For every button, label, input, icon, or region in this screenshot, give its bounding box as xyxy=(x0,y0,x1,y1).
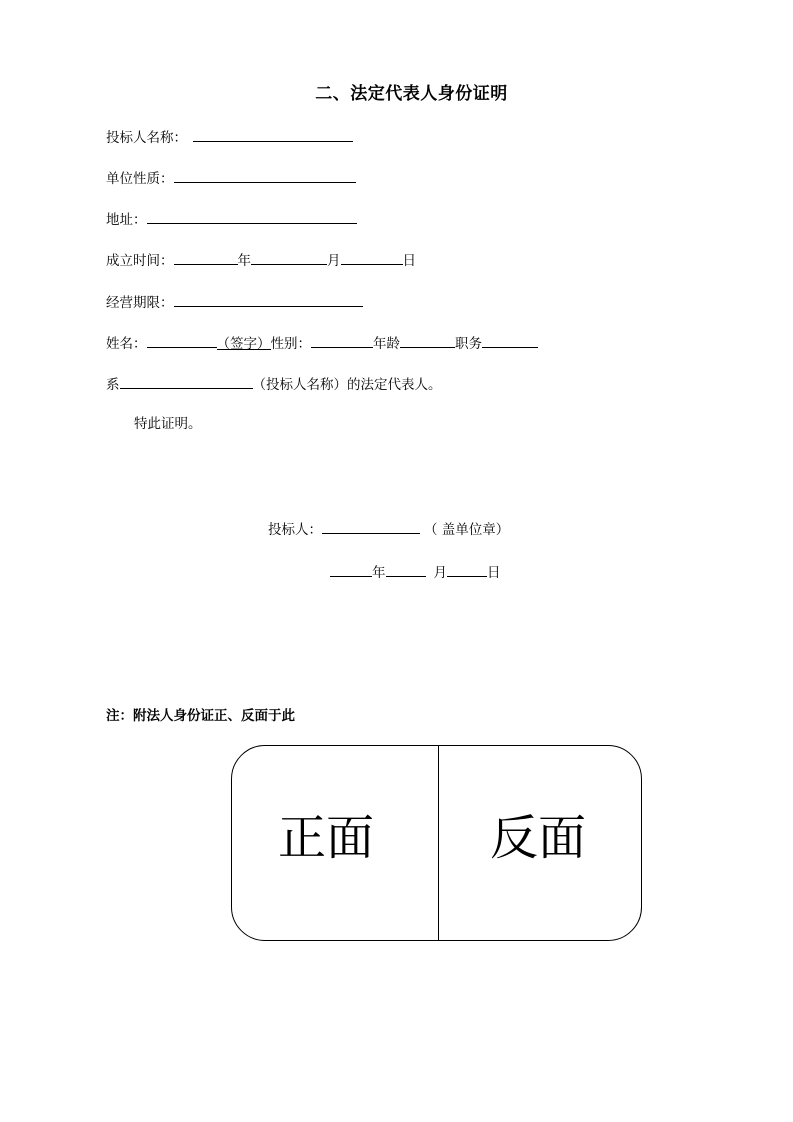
signature-year-blank[interactable] xyxy=(330,561,372,577)
legal-rep-bidder-blank[interactable] xyxy=(120,373,253,389)
sign-label: （签字） xyxy=(216,336,271,352)
established-label: 成立时间： xyxy=(106,253,174,269)
age-label: 年龄 xyxy=(373,336,400,352)
age-blank[interactable] xyxy=(400,332,455,348)
unit-nature-label: 单位性质： xyxy=(106,171,174,187)
address-row xyxy=(106,208,357,230)
established-year-blank[interactable] xyxy=(174,249,238,265)
id-card-back-label: 反面 xyxy=(490,810,587,866)
gender-label: 性别： xyxy=(270,336,311,352)
business-term-label: 经营期限： xyxy=(106,295,174,311)
signature-bidder-label: 投标人： xyxy=(268,522,322,538)
signature-day-label: 日 xyxy=(487,565,501,581)
address-label: 地址： xyxy=(106,212,147,228)
person-row xyxy=(106,332,538,354)
bidder-name-blank[interactable] xyxy=(193,126,353,142)
id-note: 注：附法人身份证正、反面于此 xyxy=(106,708,295,724)
id-card-front-label: 正面 xyxy=(278,810,375,866)
legal-rep-suffix: （投标人名称）的法定代表人。 xyxy=(252,377,442,393)
position-blank[interactable] xyxy=(482,332,538,348)
signature-month-blank[interactable] xyxy=(386,561,426,577)
gender-blank[interactable] xyxy=(311,332,373,348)
bidder-name-label: 投标人名称： xyxy=(106,130,187,146)
signature-date-row xyxy=(330,561,501,583)
business-term-blank[interactable] xyxy=(174,291,363,307)
unit-nature-blank[interactable] xyxy=(174,167,356,183)
established-day-label: 日 xyxy=(402,253,416,269)
signature-day-blank[interactable] xyxy=(447,561,487,577)
id-card-frame xyxy=(231,745,642,941)
legal-rep-row xyxy=(106,373,442,395)
established-month-label: 月 xyxy=(327,253,341,269)
bidder-name-row xyxy=(106,126,353,148)
address-blank[interactable] xyxy=(147,208,357,224)
name-blank[interactable] xyxy=(147,332,217,348)
signature-month-label: 月 xyxy=(433,565,447,581)
page-title: 二、法定代表人身份证明 xyxy=(315,84,508,104)
signature-bidder-blank[interactable] xyxy=(322,518,420,534)
established-row xyxy=(106,249,416,271)
name-label: 姓名： xyxy=(106,336,147,352)
is-label: 系 xyxy=(106,377,120,393)
business-term-row xyxy=(106,291,363,313)
established-month-blank[interactable] xyxy=(251,249,327,265)
established-day-blank[interactable] xyxy=(341,249,403,265)
established-year-label: 年 xyxy=(237,253,251,269)
unit-nature-row xyxy=(106,167,356,189)
certify-text: 特此证明。 xyxy=(134,416,202,432)
position-label: 职务 xyxy=(455,336,482,352)
signature-bidder-row xyxy=(268,518,509,540)
id-card-divider xyxy=(438,746,439,940)
seal-label: （ 盖单位章） xyxy=(424,522,510,538)
signature-year-label: 年 xyxy=(372,565,386,581)
